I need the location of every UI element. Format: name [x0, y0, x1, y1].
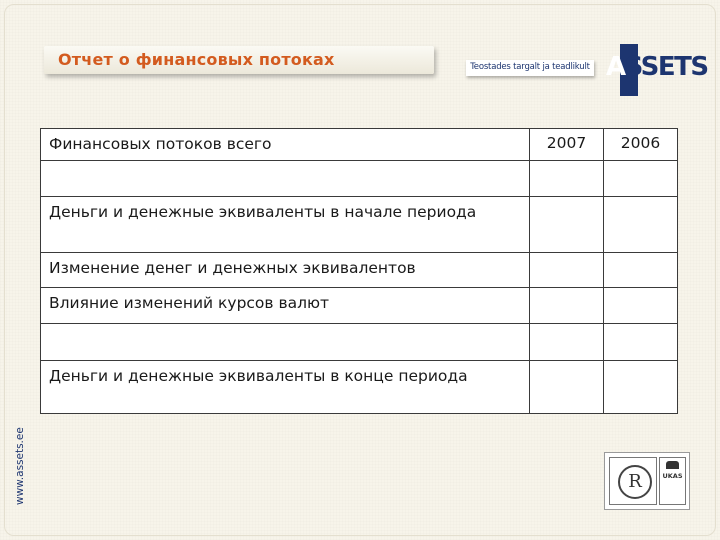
row-value-2006: [604, 324, 678, 361]
certification-logos: [604, 452, 690, 510]
tagline: Teostades targalt ja teadlikult: [470, 62, 590, 72]
header-label: Финансовых потоков всего: [49, 135, 272, 153]
row-label-cell: [41, 324, 530, 361]
page-title: Отчет о финансовых потоках: [58, 50, 335, 69]
row-label-cell: [41, 253, 530, 288]
row-value-2007: [530, 253, 604, 288]
header-year2-cell: [604, 129, 678, 161]
quality-seal-icon: R: [618, 465, 652, 499]
cashflow-table: [40, 128, 678, 414]
row-value-2007: [530, 288, 604, 324]
table-row: [41, 361, 678, 414]
row-value-2007: [530, 361, 604, 414]
row-value-2006: [604, 253, 678, 288]
row-value-2006: [604, 161, 678, 197]
row-label-cell: [41, 288, 530, 324]
tagline-box: [466, 60, 594, 76]
ukas-cert-icon: [659, 457, 686, 505]
header-label-cell: [41, 129, 530, 161]
header-year2: 2006: [620, 134, 661, 152]
ukas-crown-icon: [666, 461, 679, 469]
table-header-row: [41, 129, 678, 161]
table-row: [41, 161, 678, 197]
row-label: Деньги и денежные эквиваленты в конце периода: [49, 367, 468, 385]
logo-text: ASSETS: [606, 52, 708, 82]
row-value-2006: [604, 288, 678, 324]
row-value-2007: [530, 161, 604, 197]
quality-cert-icon: [609, 457, 657, 505]
header-year1: 2007: [546, 134, 587, 152]
title-banner: [44, 46, 434, 74]
table-row: [41, 253, 678, 288]
row-value-2007: [530, 197, 604, 253]
row-label-cell: [41, 361, 530, 414]
row-value-2006: [604, 361, 678, 414]
table-row: [41, 197, 678, 253]
row-value-2007: [530, 324, 604, 361]
row-label: Изменение денег и денежных эквивалентов: [49, 259, 416, 277]
assets-logo: [604, 44, 708, 94]
ukas-badge-text: UKAS: [662, 472, 683, 480]
table-row: [41, 324, 678, 361]
logo-text-rest: SSETS: [624, 52, 708, 82]
row-label: Деньги и денежные эквиваленты в начале периода: [49, 203, 477, 221]
row-label-cell: [41, 197, 530, 253]
row-label-cell: [41, 161, 530, 197]
row-value-2006: [604, 197, 678, 253]
table-row: [41, 288, 678, 324]
header-year1-cell: [530, 129, 604, 161]
side-url: www.assets.ee: [14, 427, 26, 505]
row-label: Влияние изменений курсов валют: [49, 294, 330, 312]
